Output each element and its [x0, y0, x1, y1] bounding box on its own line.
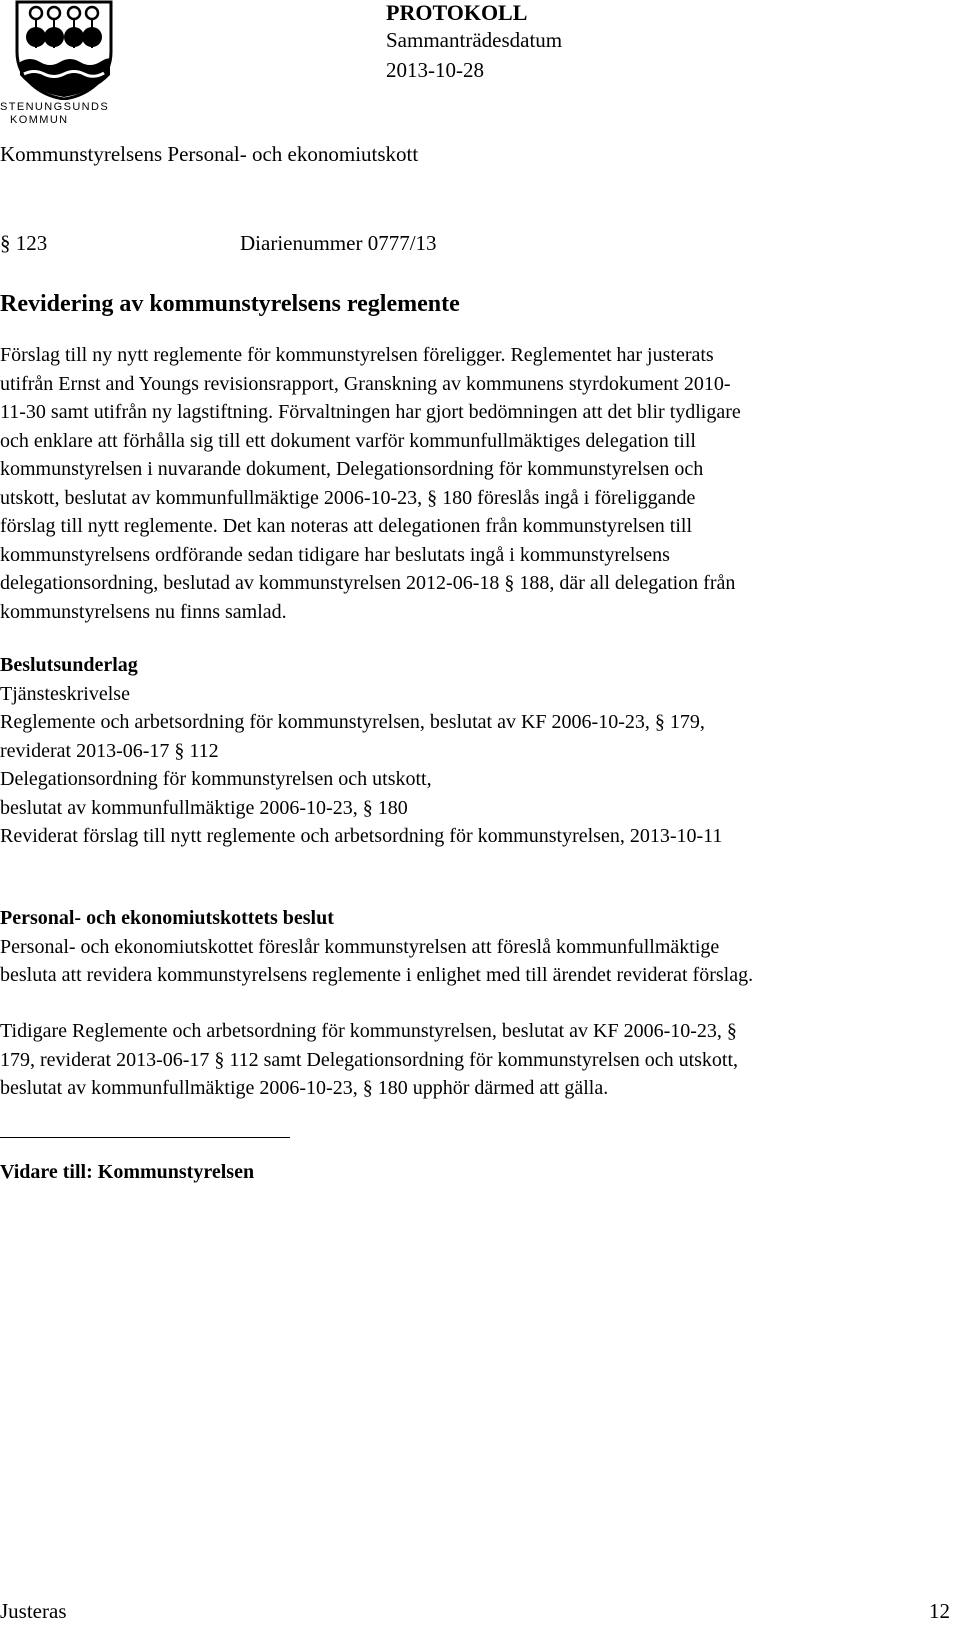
decision-basis-item: Delegationsordning för kommunstyrelsen och utskott,: [0, 768, 432, 790]
decision-line: beslutat av kommunfullmäktige 2006-10-23, § 180 upphör därmed att gälla.: [0, 1077, 609, 1099]
forwarding-note: Vidare till: Kommunstyrelsen: [0, 1161, 255, 1183]
logo-text-line2: KOMMUN: [10, 114, 69, 126]
decision-line: 179, reviderat 2013-06-17 § 112 samt Delegationsordning för kommunstyrelsen och utskott,: [0, 1048, 739, 1071]
body-line: utifrån Ernst and Youngs revisionsrapport, Granskning av kommunens styrdokument 2010-: [0, 372, 731, 395]
body-paragraph: [0, 341, 945, 626]
paragraph-number: § 123: [0, 231, 48, 255]
body-line: 11-30 samt utifrån ny lagstiftning. Förvaltningen har gjort bedömningen att det blir tydligare: [0, 401, 741, 423]
decision-heading: Personal- och ekonomiutskottets beslut: [0, 907, 334, 929]
decision-continuation: [0, 1017, 945, 1103]
decision-basis-item: beslutat av kommunfullmäktige 2006-10-23, § 180: [0, 796, 408, 819]
decision-line: Personal- och ekonomiutskottet föreslår kommunstyrelsen att föreslå kommunfullmäktige: [0, 935, 720, 958]
body-line: kommunstyrelsen i nuvarande dokument, Delegationsordning för kommunstyrelsen och: [0, 458, 704, 480]
logo-text-line1: STENUNGSUNDS: [0, 101, 110, 113]
decision-basis-item: Reviderat förslag till nytt reglemente och arbetsordning för kommunstyrelsen, 2013-10-11: [0, 825, 723, 847]
body-line: och enklare att förhålla sig till ett dokument varför kommunfullmäktiges delegation till: [0, 429, 696, 452]
meeting-date-label: Sammanträdesdatum: [386, 28, 563, 52]
footer-justeras: Justeras: [0, 1599, 67, 1623]
decision-basis-section: [0, 651, 945, 851]
decision-basis-item: reviderat 2013-06-17 § 112: [0, 739, 219, 762]
municipality-logo: [0, 0, 118, 132]
diarie-number: Diarienummer 0777/13: [240, 231, 437, 255]
decision-basis-item: Reglemente och arbetsordning för kommunstyrelsen, beslutat av KF 2006-10-23, § 179,: [0, 711, 705, 733]
body-line: delegationsordning, beslutad av kommunstyrelsen 2012-06-18 § 188, där all delegation från: [0, 572, 736, 594]
decision-section: [0, 904, 945, 990]
divider: [0, 1137, 290, 1138]
page-title: Revidering av kommunstyrelsens reglemente: [0, 291, 460, 317]
decision-basis-item: Tjänsteskrivelse: [0, 682, 130, 705]
body-line: kommunstyrelsens ordförande sedan tidigare har beslutats ingå i kommunstyrelsens: [0, 543, 670, 566]
body-line: kommunstyrelsens nu finns samlad.: [0, 600, 287, 623]
committee-name: Kommunstyrelsens Personal- och ekonomiutskott: [0, 142, 419, 166]
decision-basis-heading: Beslutsunderlag: [0, 654, 138, 676]
decision-line: Tidigare Reglemente och arbetsordning för kommunstyrelsen, beslutat av KF 2006-10-23, §: [0, 1020, 737, 1042]
body-line: utskott, beslutat av kommunfullmäktige 2006-10-23, § 180 föreslås ingå i föreliggande: [0, 486, 696, 509]
coat-of-arms-icon: [14, 0, 114, 100]
body-line: Förslag till ny nytt reglemente för kommunstyrelsen föreligger. Reglementet har justerats: [0, 344, 714, 366]
decision-line: besluta att revidera kommunstyrelsens reglemente i enlighet med till ärendet reviderat förslag.: [0, 964, 754, 986]
page-number: 12: [929, 1599, 950, 1623]
body-line: förslag till nytt reglemente. Det kan noteras att delegationen från kommunstyrelsen till: [0, 515, 693, 537]
document-type: PROTOKOLL: [386, 0, 528, 25]
meeting-date: 2013-10-28: [386, 58, 484, 82]
